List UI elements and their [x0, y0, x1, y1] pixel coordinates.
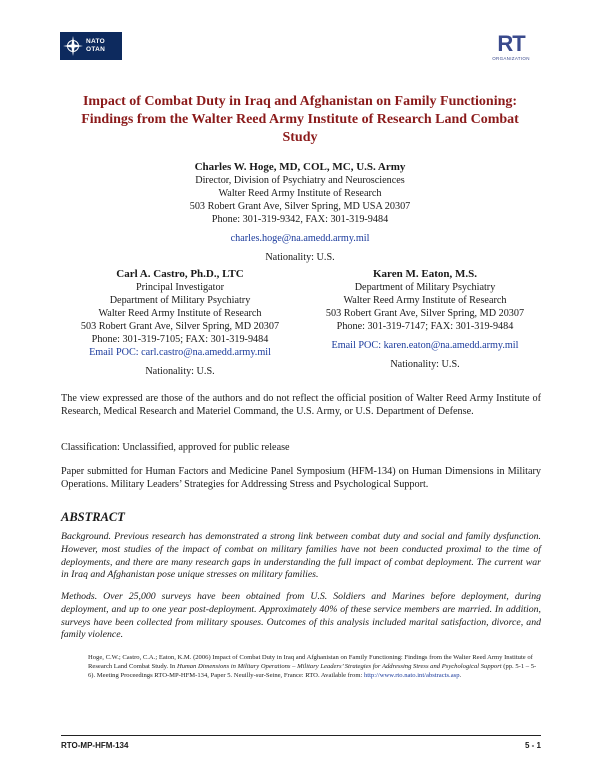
primary-author-nationality: Nationality: U.S.: [265, 252, 335, 263]
citation-italic-title: Human Dimensions in Military Operations – Military Leaders’ Strategies for Addressing Stress and Psychological Support: [176, 663, 502, 671]
classification-paragraph: Classification: Unclassified, approved for public release: [61, 442, 290, 453]
primary-author-address: 503 Robert Grant Ave, Silver Spring, MD USA 20307: [189, 201, 411, 212]
paper-title: Impact of Combat Duty in Iraq and Afghanistan on Family Functioning: Findings from the Walter Reed Army Institute of Research Land Combat Study: [81, 94, 519, 145]
coauthor-address: 503 Robert Grant Ave, Silver Spring, MD 20307: [80, 321, 280, 332]
coauthor-name: Carl A. Castro, Ph.D., LTC: [116, 268, 244, 280]
coauthor-email[interactable]: Email POC: karen.eaton@na.amedd.army.mil: [331, 340, 519, 351]
nato-logo: [60, 32, 122, 60]
primary-author-phone: Phone: 301-319-9342, FAX: 301-319-9484: [211, 214, 389, 225]
abstract-methods-paragraph: Methods. Over 25,000 surveys have been obtained from U.S. Soldiers and Marines before deployment, during deployment, and up to one year post-deployment. Approximately 40% of these service members are married. In addition, surveys have been collected from military spouses. Outcomes of this analysis included marital satisfaction, divorce, and family violence.: [61, 591, 541, 641]
primary-author-name: Charles W. Hoge, MD, COL, MC, U.S. Army: [194, 161, 406, 173]
coauthor-institution: Walter Reed Army Institute of Research: [98, 308, 262, 319]
primary-author-block: [100, 160, 500, 264]
rto-logo: [476, 32, 546, 66]
disclaimer-paragraph: The view expressed are those of the authors and do not reflect the official position of Walter Reed Army Institute of Research, Medical Research and Materiel Command, the U.S. Army, or U.S. Department of Defense.: [61, 393, 541, 417]
footer-divider: [61, 735, 541, 736]
rto-logo-subtitle: ORGANIZATION: [492, 56, 530, 61]
coauthor-castro-block: [50, 267, 310, 378]
citation-block: [88, 653, 538, 681]
citation-text: Hoge, C.W.; Castro, C.A.; Eaton, K.M. (2006) Impact of Combat Duty in Iraq and Afghanistan on Family Functioning: Findings from the Walter Reed Army Institute of Research Land Combat Study. In: [88, 654, 533, 671]
nato-logo-line2: OTAN: [86, 46, 106, 53]
rto-logo-icon: RT: [497, 31, 525, 56]
coauthor-department: Department of Military Psychiatry: [109, 295, 251, 306]
citation-end: .: [459, 672, 462, 680]
abstract-heading: ABSTRACT: [61, 510, 125, 524]
abstract-background-paragraph: Background. Previous research has demonstrated a strong link between combat duty and social and family dysfunction. However, most studies of the impact of combat on military families have not been conducted proximal to the time of deployments, and there are many research gaps in understanding the full impact of combat deployment. The current war in Iraq and Afghanistan pose unique stresses on military families.: [61, 531, 541, 581]
coauthor-email[interactable]: Email POC: carl.castro@na.amedd.army.mil: [89, 347, 271, 358]
coauthor-institution: Walter Reed Army Institute of Research: [343, 295, 507, 306]
coauthor-phone: Phone: 301-319-7147; FAX: 301-319-9484: [336, 321, 514, 332]
coauthor-nationality: Nationality: U.S.: [390, 359, 460, 370]
coauthor-position: Principal Investigator: [136, 282, 224, 293]
nato-compass-star-icon: [60, 32, 86, 60]
coauthor-name: Karen M. Eaton, M.S.: [373, 268, 477, 280]
coauthor-phone: Phone: 301-319-7105; FAX: 301-319-9484: [91, 334, 269, 345]
coauthor-eaton-block: [295, 267, 555, 371]
citation-text-cont: (pp. 5-1 – 5-6). Meeting Proceedings RTO-MP-HFM-134, Paper 5. Neuilly-sur-Seine, France: RTO. Available from:: [88, 663, 537, 680]
submission-paragraph: Paper submitted for Human Factors and Medicine Panel Symposium (HFM-134) on Human Dimensions in Military Operations. Military Leaders’ Strategies for Addressing Stress and Psychological Support.: [61, 466, 541, 490]
primary-author-institution: Walter Reed Army Institute of Research: [218, 188, 382, 199]
nato-logo-line1: NATO: [86, 38, 106, 45]
citation-link[interactable]: http://www.rto.nato.int/abstracts.asp: [363, 672, 460, 680]
footer-report-number: RTO-MP-HFM-134: [61, 741, 129, 750]
primary-author-email[interactable]: charles.hoge@na.amedd.army.mil: [230, 233, 370, 244]
coauthor-department: Department of Military Psychiatry: [354, 282, 496, 293]
coauthor-nationality: Nationality: U.S.: [145, 366, 215, 377]
coauthor-address: 503 Robert Grant Ave, Silver Spring, MD 20307: [325, 308, 525, 319]
footer-page-number: 5 - 1: [524, 741, 541, 750]
primary-author-position: Director, Division of Psychiatry and Neurosciences: [195, 175, 405, 186]
